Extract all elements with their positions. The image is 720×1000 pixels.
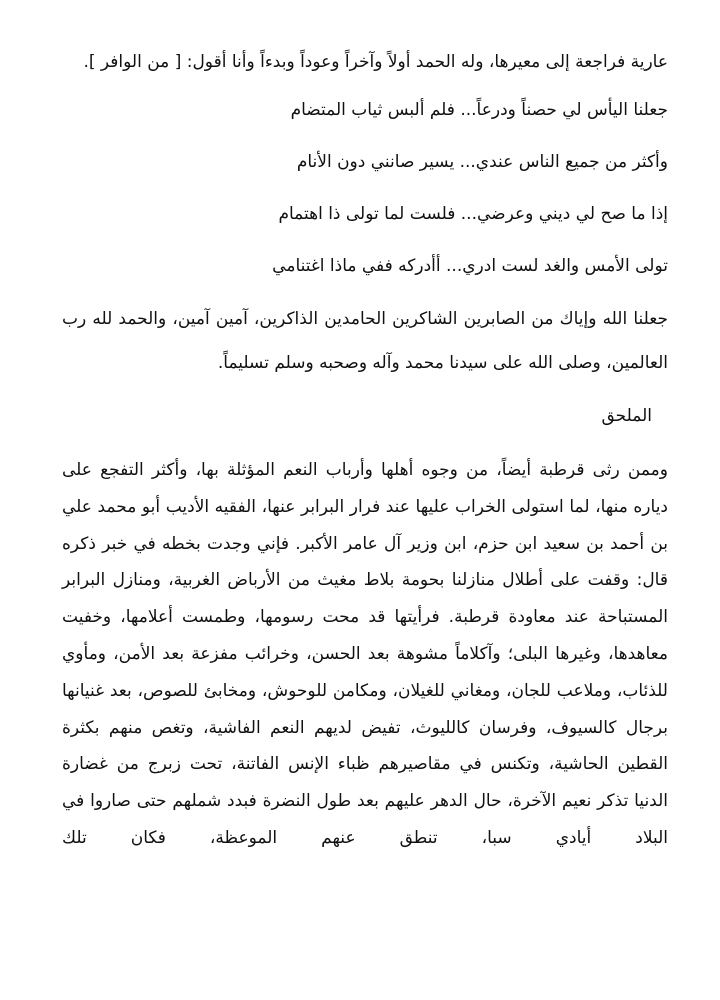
closing-paragraph: جعلنا الله وإياك من الصابرين الشاكرين الحامدين الذاكرين، آمين آمين، والحمد لله رب العالمين، وصلى الله على سيدنا محمد وآله وصحبه وسلم تسليماً. <box>62 309 668 373</box>
verse-line-3: إذا ما صح لي ديني وعرضي... فلست لما تولى ذا اهتمام <box>278 204 668 224</box>
appendix-heading: الملحق <box>601 406 652 426</box>
document-page <box>62 40 668 857</box>
verse-line-1: جعلنا اليأس لي حصناً ودرعاً... فلم ألبس ثياب المتضام <box>290 100 668 120</box>
poem-verses <box>62 84 668 292</box>
verse-line-2: وأكثر من جميع الناس عندي... يسير صانني دون الأنام <box>296 152 668 172</box>
verse-line-4: تولى الأمس والغد لست ادري... أأدركه ففي ماذا اغتنامي <box>272 256 668 276</box>
intro-paragraph: عارية فراجعة إلى معيرها، وله الحمد أولاً وآخراً وعوداً وبدءاً وأنا أقول: [ من الوافر ]. <box>83 52 668 72</box>
appendix-paragraph: وممن رثى قرطبة أيضاً، من وجوه أهلها وأرباب النعم المؤثلة بها، وأكثر التفجع على دياره منها، لما استولى الخراب عليها عند فرار البرابر عنها، الفقيه الأديب أبو محمد علي بن أحمد بن سعيد ابن حزم، ابن وزير آل عامر الأكبر. فإني وجدت بخطه في خبر ذكره قال: وقفت على أطلال منازلنا بحومة بلاط مغيث من الأرباض الغربية، ومنازل البرابر المستباحة عند معاودة قرطبة. فرأيتها قد محت رسومها، وطمست أعلامها، وخفيت معاهدها، وغيرها البلى؛ وآكلاماً مشوهة بعد الحسن، وخرائب مفزعة بعد الأمن، ومأوي للذئاب، وملاعب للجان، ومغاني للغيلان، ومكامن للوحوش، ومخابئ للصوص، بعد غنيانها برجال كالسيوف، وفرسان كالليوث، تفيض لديهم النعم الفاشية، وتغص منهم بكثرة القطين الحاشية، وتكنس في مقاصيرهم ظباء الإنس الفاتنة، تحت زبرج من غضارة الدنيا تذكر نعيم الآخرة، حال الدهر عليهم بعد طول النضرة فبدد شملهم حتى صاروا في البلاد أيادي سبا، تنطق عنهم الموعظة، فكان تلك <box>62 460 668 848</box>
